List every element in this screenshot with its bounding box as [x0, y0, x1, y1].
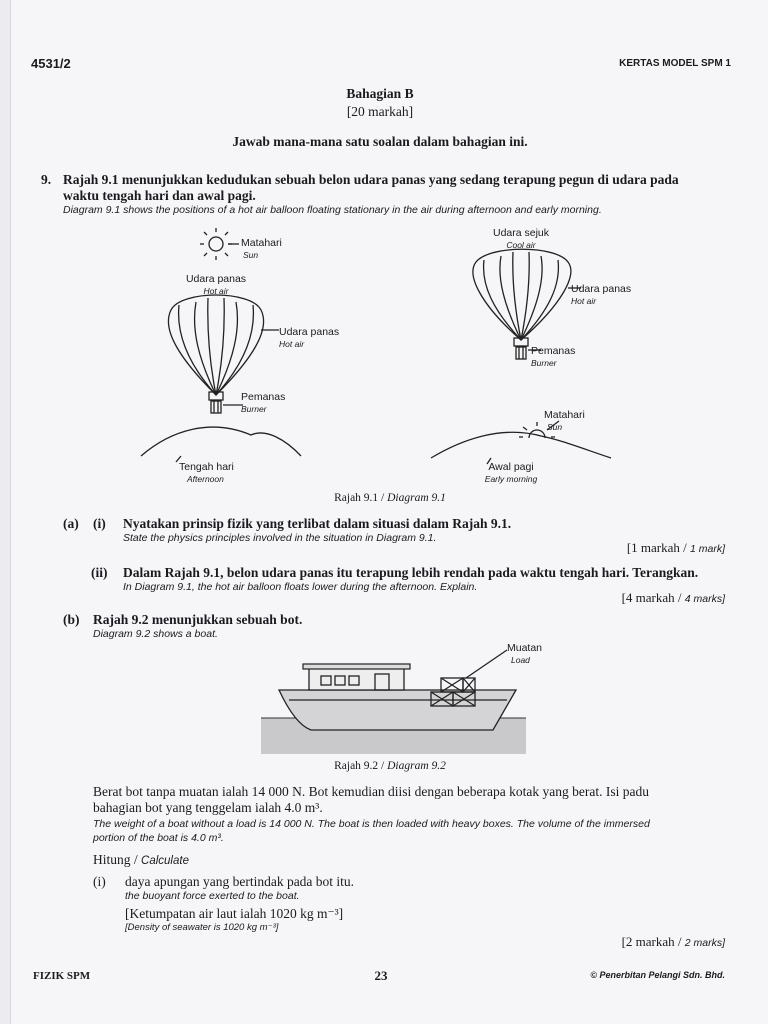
part-b-intro: Rajah 9.2 menunjukkan sebuah bot.: [93, 612, 303, 627]
label-sun-morning-en: Sun: [547, 422, 563, 432]
label-afternoon-en: Afternoon: [187, 474, 224, 484]
part-b-paragraph-en-line1: The weight of a boat without a load is 14 000 N. The boat is then loaded with heavy boxes. The volume of the immersed: [93, 818, 650, 830]
part-a-i-question: Nyatakan prinsip fizik yang terlibat dalam situasi dalam Rajah 9.1.: [123, 516, 512, 531]
label-sun-morning: Matahari: [544, 409, 585, 421]
question-intro-line2: waktu tengah hari dan awal pagi.: [63, 188, 256, 203]
label-load-en: Load: [511, 655, 530, 665]
section-marks: [20 markah]: [346, 104, 414, 119]
label-hot-air-side: Udara panas: [279, 326, 340, 338]
part-b-i-english: the buoyant force exerted to the boat.: [125, 890, 300, 902]
part-a-ii-label: (ii): [91, 565, 108, 580]
label-hot-air-side-en: Hot air: [279, 339, 305, 349]
label-early-morning-en: Early morning: [484, 474, 538, 484]
footer-page-number: 23: [374, 968, 388, 983]
part-a-i-marks: [1 markah / 1 mark]: [626, 540, 725, 555]
label-afternoon: Tengah hari: [179, 461, 234, 473]
part-b-paragraph-line1: Berat bot tanpa muatan ialah 14 000 N. Bot kemudian diisi dengan beberapa kotak yang berat. Isi padu: [93, 784, 649, 799]
label-cool-air: Udara sejuk: [492, 227, 550, 239]
label-burner-morning: Pemanas: [531, 345, 576, 357]
boat-hull: [279, 690, 516, 730]
part-a-i-english: State the physics principles involved in the situation in Diagram 9.1.: [123, 532, 437, 544]
part-b-paragraph-line2: bahagian bot yang tenggelam ialah 4.0 m³.: [93, 800, 323, 815]
part-b-label: (b): [63, 612, 80, 627]
label-hot-air-top: Udara panas: [185, 273, 247, 285]
boat-cabin: [309, 668, 404, 690]
label-cool-air-en: Cool air: [506, 240, 536, 250]
label-burner-morning-en: Burner: [531, 358, 557, 368]
part-b-i-marks: [2 markah / 2 marks]: [621, 934, 725, 949]
part-b-i-label: (i): [93, 874, 106, 889]
part-a-i-label: (i): [93, 516, 106, 531]
part-b-i-question: daya apungan yang bertindak pada bot itu.: [125, 874, 355, 889]
part-a-ii-english: In Diagram 9.1, the hot air balloon floats lower during the afternoon. Explain.: [123, 581, 478, 593]
part-b-paragraph-en-line2: portion of the boat is 4.0 m³.: [93, 832, 224, 844]
label-sun-afternoon-en: Sun: [243, 250, 259, 260]
label-hot-air-right-en: Hot air: [571, 296, 597, 306]
diagram-9-2-caption: Rajah 9.2 / Diagram 9.2: [334, 760, 446, 772]
footer-subject: FIZIK SPM: [33, 970, 91, 982]
label-early-morning: Awal pagi: [488, 461, 534, 473]
question-intro-english: Diagram 9.1 shows the positions of a hot air balloon floating stationary in the air during afternoon and early morning.: [63, 204, 602, 216]
part-b-intro-english: Diagram 9.2 shows a boat.: [93, 628, 218, 640]
part-a-ii-marks: [4 markah / 4 marks]: [621, 590, 725, 605]
label-hot-air-top-en: Hot air: [203, 286, 229, 296]
label-sun-afternoon: Matahari: [241, 237, 282, 249]
label-burner-afternoon: Pemanas: [241, 391, 286, 403]
part-b-i-density: [Ketumpatan air laut ialah 1020 kg m⁻³]: [125, 906, 344, 921]
paper-title: KERTAS MODEL SPM 1: [619, 58, 731, 69]
label-hot-air-right: Udara panas: [571, 283, 632, 295]
footer-publisher: © Penerbitan Pelangi Sdn. Bhd.: [590, 970, 725, 980]
part-b-calculate: Hitung / Calculate: [93, 852, 189, 867]
paper-code: 4531/2: [31, 56, 71, 71]
part-a-label: (a): [63, 516, 79, 531]
part-b-i-density-en: [Density of seawater is 1020 kg m⁻³]: [125, 922, 279, 933]
section-instruction: Jawab mana-mana satu soalan dalam bahagian ini.: [232, 134, 528, 149]
diagram-9-2-boat: [11, 0, 768, 770]
part-a-ii-question: Dalam Rajah 9.1, belon udara panas itu terapung lebih rendah pada waktu tengah hari. Terangkan.: [123, 565, 699, 580]
question-number: 9.: [41, 172, 52, 187]
question-intro-line1: Rajah 9.1 menunjukkan kedudukan sebuah belon udara panas yang sedang terapung pegun di udara pada: [63, 172, 679, 187]
load-boxes: [431, 678, 475, 706]
section-title: Bahagian B: [346, 86, 414, 101]
exam-page: [10, 0, 768, 1024]
label-burner-afternoon-en: Burner: [241, 404, 267, 414]
label-load: Muatan: [507, 642, 543, 654]
diagram-9-1-caption: Rajah 9.1 / Diagram 9.1: [334, 492, 446, 504]
